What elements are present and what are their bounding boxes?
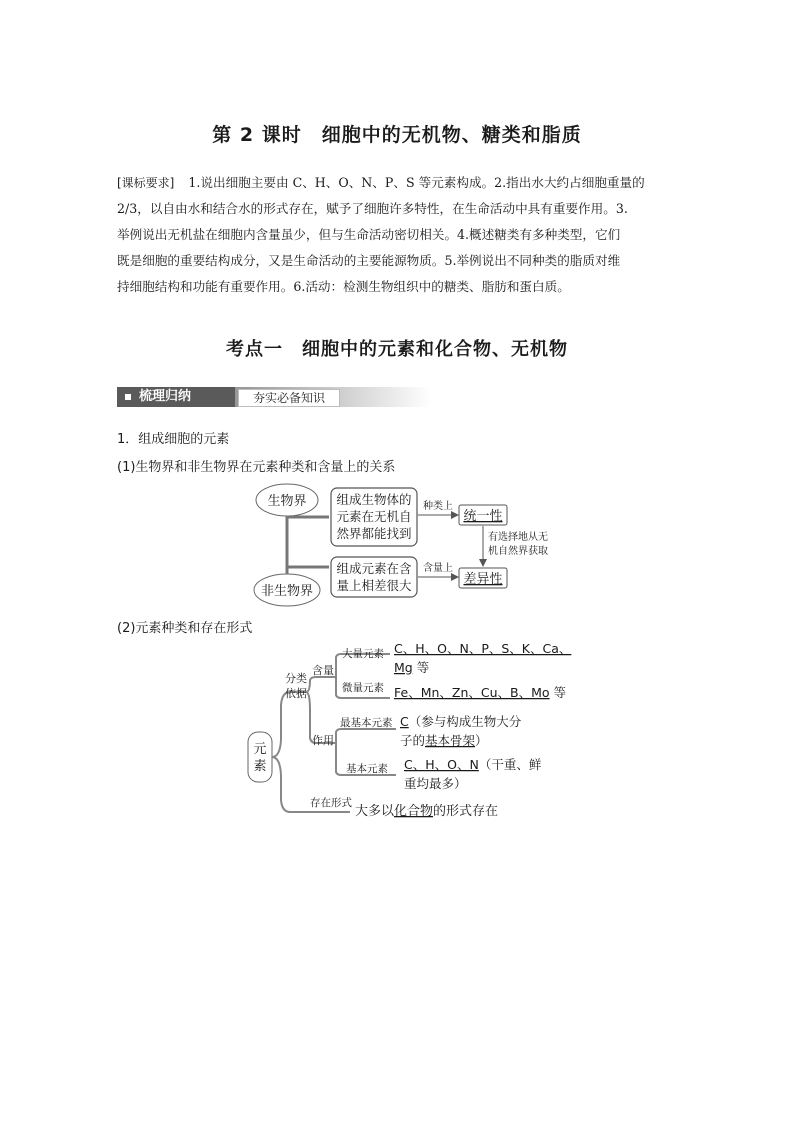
box1-line2: 元素在无机自 — [336, 509, 412, 524]
label-function: 作用 — [312, 734, 334, 747]
side-note-1: 有选择地从无 — [488, 532, 548, 543]
result-unity: 统一性 — [463, 509, 503, 524]
form-compound: 化合物 — [394, 804, 434, 819]
requirements-line-1: 1.说出细胞主要由 C、H、O、N、P、S 等元素构成。2.指出水大约占细胞重量的 — [188, 175, 645, 190]
label-nonbio: 非生物界 — [260, 584, 314, 599]
form-value — [355, 803, 498, 819]
requirements-tag: [课标要求] — [117, 176, 175, 190]
micro-elements: Fe、Mn、Zn、Cu、B、Mo — [394, 685, 550, 700]
form-prefix: 大多以 — [355, 804, 395, 819]
label-bio: 生物界 — [267, 494, 307, 509]
label-content: 含量 — [312, 664, 334, 677]
most-basic-close: ） — [475, 733, 488, 748]
most-basic-c: C — [400, 714, 409, 729]
requirements-line-5: 持细胞结构和功能有重要作用。6.活动：检测生物组织中的糖类、脂肪和蛋白质。 — [117, 279, 570, 294]
box-root — [248, 732, 272, 782]
basic-note2: 重均最多） — [404, 776, 467, 791]
requirements-line-3: 举例说出无机盐在细胞内含量虽少，但与生命活动密切相关。4.概述糖类有多种类型，它们 — [117, 227, 621, 242]
side-note-2: 机自然界获取 — [488, 546, 548, 557]
heading-elements: 1．组成细胞的元素 — [117, 432, 230, 447]
basic-elements: C、H、O、N — [404, 757, 479, 772]
micro-value — [394, 685, 566, 700]
box1-line1: 组成生物体的 — [336, 492, 412, 507]
label-amount: 含量上 — [423, 563, 453, 574]
root-1: 元 — [253, 742, 267, 757]
page-title: 第 2 课时 细胞中的无机物、糖类和脂质 — [212, 124, 582, 146]
box2-line2: 量上相差很大 — [336, 578, 412, 593]
most-basic-skeleton: 基本骨架 — [425, 733, 476, 748]
label-macro: 大量元素 — [342, 648, 384, 660]
label-micro: 微量元素 — [342, 682, 384, 694]
box2-line1: 组成元素在含 — [336, 561, 412, 576]
macro-value: C、H、O、N、P、S、K、Ca、 — [394, 641, 572, 656]
requirements-line-4: 既是细胞的重要结构成分，又是生命活动的主要能源物质。5.举例说出不同种类的脂质对维 — [117, 253, 621, 268]
section-title: 考点一 细胞中的元素和化合物、无机物 — [226, 339, 568, 360]
most-basic-value-line2 — [400, 733, 488, 748]
classify-2: 依据 — [285, 687, 307, 700]
basic-note1: （干重、鲜 — [478, 757, 542, 772]
micro-etc: 等 — [549, 685, 567, 700]
subheading-relation: (1)生物界和非生物界在元素种类和含量上的关系 — [117, 460, 396, 475]
most-basic-note1: （参与构成生物大分 — [408, 714, 522, 729]
root-2: 素 — [253, 759, 267, 774]
most-basic-note2: 子的 — [400, 733, 426, 748]
macro-etc: 等 — [412, 660, 430, 675]
classify-1: 分类 — [285, 672, 307, 685]
form-suffix: 的形式存在 — [433, 804, 499, 819]
macro-mg: Mg — [394, 660, 413, 675]
requirements-line-2: 2/3，以自由水和结合水的形式存在，赋予了细胞许多特性，在生命活动中具有重要作用。3. — [117, 201, 628, 216]
label-kind: 种类上 — [423, 501, 453, 512]
label-form: 存在形式 — [310, 797, 352, 809]
macro-value-line2 — [394, 660, 429, 675]
most-basic-value — [400, 714, 522, 729]
label-most-basic: 最基本元素 — [340, 717, 393, 729]
result-difference: 差异性 — [463, 572, 503, 587]
subheading-types: (2)元素种类和存在形式 — [117, 621, 253, 636]
banner-left-label: 梳理归纳 — [139, 389, 192, 404]
basic-value — [404, 757, 542, 772]
banner-right: 夯实必备知识 — [238, 389, 340, 407]
label-basic: 基本元素 — [346, 763, 388, 775]
box1-line3: 然界都能找到 — [336, 526, 412, 541]
